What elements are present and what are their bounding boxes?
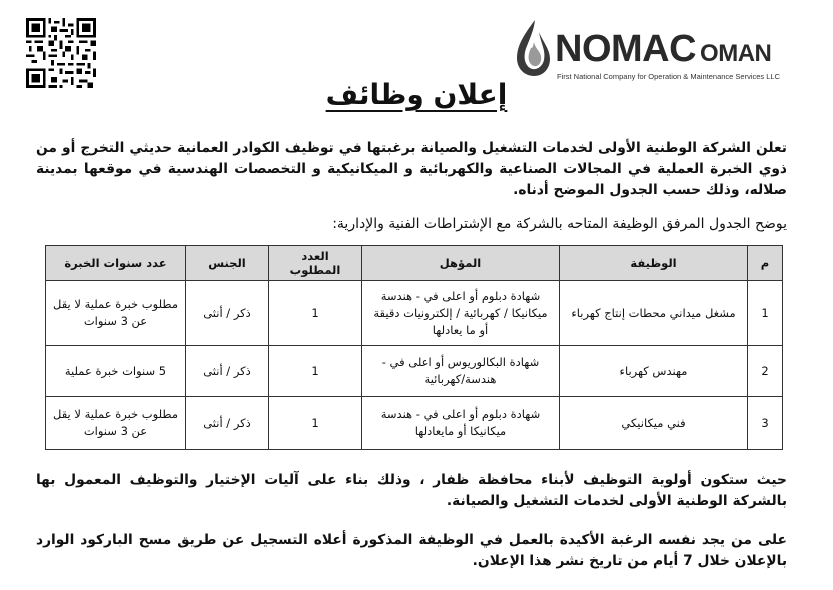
cell-gender: ذكر / أنثى <box>186 346 269 397</box>
cell-job: مهندس كهرباء <box>560 346 748 397</box>
cell-no: 1 <box>748 281 783 346</box>
table-row <box>46 346 783 397</box>
jobs-table <box>45 245 783 450</box>
cell-qualification: شهادة دبلوم أو اعلى في - هندسة ميكانيكا أو مايعادلها <box>362 397 560 450</box>
cell-count: 1 <box>269 281 362 346</box>
header-job: الوظيفة <box>560 246 748 281</box>
header-qualification: المؤهل <box>362 246 560 281</box>
cell-gender: ذكر / أنثى <box>186 281 269 346</box>
cell-gender: ذكر / أنثى <box>186 397 269 450</box>
logo-brand: NOMAC OMAN <box>555 28 772 70</box>
priority-paragraph: حيث ستكون أولوية التوظيف لأبناء محافظة ظفار ، وذلك بناء على آليات الإختيار والتوظيف المعمول بها بالشركة الوطنية الأولى لخدمات التشغيل والصيانة. <box>36 472 787 509</box>
cell-no: 2 <box>748 346 783 397</box>
header-gender: الجنس <box>186 246 269 281</box>
cell-no: 3 <box>748 397 783 450</box>
cell-experience: مطلوب خبرة عملية لا يقل عن 3 سنوات <box>46 281 186 346</box>
table-intro: يوضح الجدول المرفق الوظيفة المتاحه بالشركة مع الإشتراطات الفنية والإدارية: <box>332 216 787 232</box>
header-experience: عدد سنوات الخبرة <box>46 246 186 281</box>
page-title: إعلان وظائف <box>325 78 508 111</box>
logo-country: OMAN <box>700 40 772 67</box>
logo-subtitle: First National Company for Operation & Maintenance Services LLC <box>557 72 781 81</box>
nomac-drop-logo <box>513 18 553 78</box>
table-row <box>46 397 783 450</box>
instructions-paragraph: على من يجد نفسه الرغبة الأكيدة بالعمل في الوظيفة المذكورة أعلاه التسجيل عن طريق مسح الباركود الوارد بالإعلان خلال 7 أيام من تاريخ نشر هذا الإعلان. <box>36 532 787 569</box>
cell-qualification: شهادة البكالوريوس أو اعلى في - هندسة/كهربائية <box>362 346 560 397</box>
header-count: العدد المطلوب <box>269 246 362 281</box>
cell-count: 1 <box>269 397 362 450</box>
cell-experience: 5 سنوات خبرة عملية <box>46 346 186 397</box>
cell-job: فني ميكانيكي <box>560 397 748 450</box>
company-logo <box>513 18 803 82</box>
cell-job: مشغل ميداني محطات إنتاج كهرباء <box>560 281 748 346</box>
intro-paragraph: تعلن الشركة الوطنية الأولى لخدمات التشغيل والصيانة برغبتها في توظيف الكوادر العمانية حديثي التخرج أو من ذوي الخبرة العملية في المجالات الصناعية والكهربائية و الميكانيكية و التخصصات الهندسية في موقعها بمدينة صلاله، وذلك حسب الجدول الموضح أدناه. <box>36 140 787 198</box>
table-row <box>46 281 783 346</box>
cell-count: 1 <box>269 346 362 397</box>
header-no: م <box>748 246 783 281</box>
table-header-row <box>46 246 783 281</box>
cell-qualification: شهادة دبلوم أو اعلى في - هندسة ميكانيكا / كهربائية / إلكترونيات دقيقة أو ما يعادلها <box>362 281 560 346</box>
cell-experience: مطلوب خبرة عملية لا يقل عن 3 سنوات <box>46 397 186 450</box>
